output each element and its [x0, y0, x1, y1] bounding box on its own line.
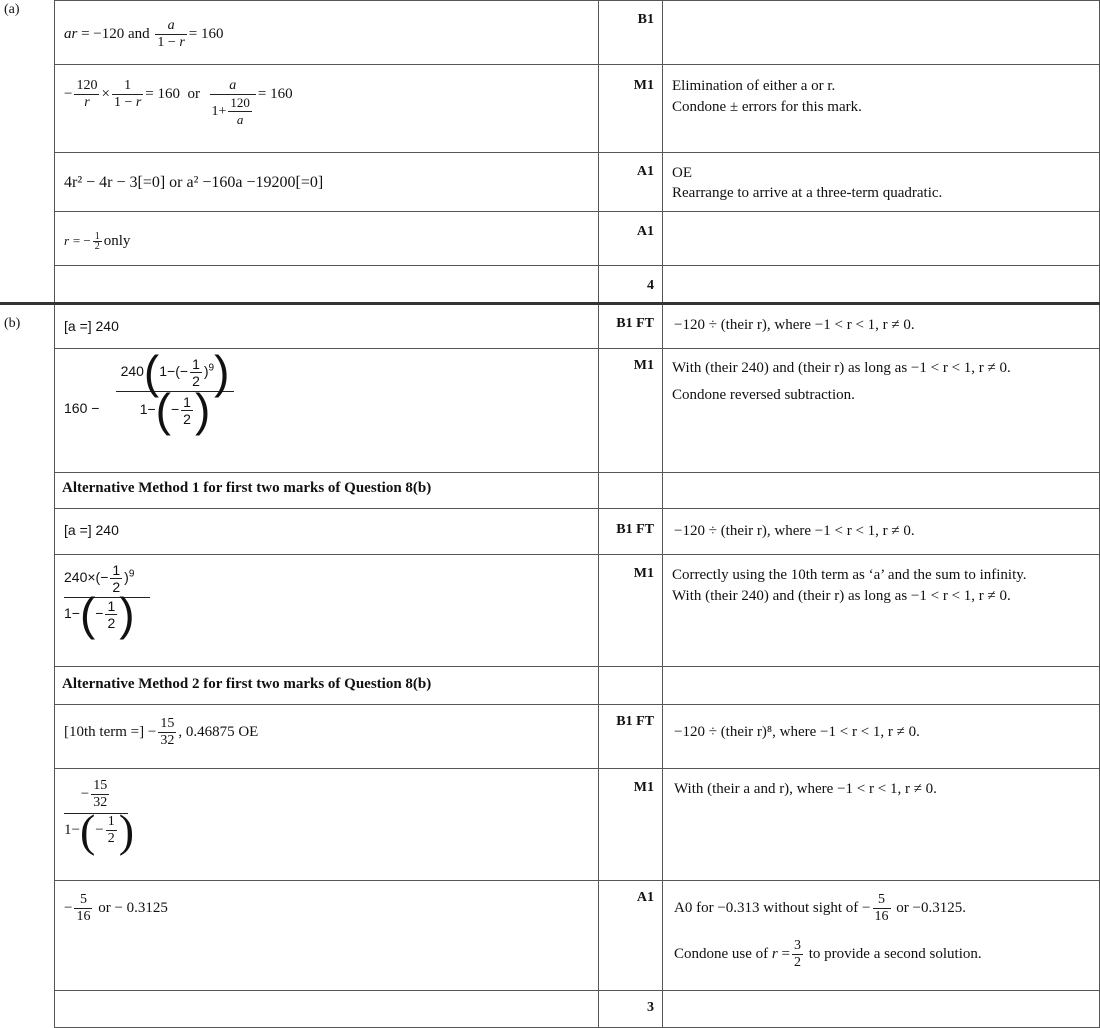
tenth-term-suffix: , 0.46875 OE — [178, 723, 259, 740]
fraction: $\frac{5}{16}$ — [76, 892, 91, 924]
fraction: $\frac{15}{32}$ — [160, 716, 175, 748]
mark-b3: B1 FT — [616, 522, 654, 537]
fraction: $\frac{1}{2}$ — [94, 231, 100, 253]
comment-b7-text-a: A0 for −0.313 without sight of — [674, 899, 859, 916]
mark-a1: B1 — [637, 12, 654, 27]
row-line — [54, 211, 1100, 212]
col-divider-comment — [662, 0, 663, 1028]
mark-b7: A1 — [636, 890, 654, 905]
equation-part: ar — [64, 25, 78, 42]
alt-method-2-heading: Alternative Method 2 for first two marks of Question 8(b) — [62, 676, 432, 692]
comment-b1: −120 ÷ (their r), where −1 < r < 1, r ≠ 0. — [674, 317, 915, 333]
comment-b7-text-c: Condone use of — [674, 945, 769, 962]
mark-b6: M1 — [633, 780, 654, 795]
mark-b4: M1 — [633, 566, 654, 581]
comment-a3-line2: Rearrange to arrive at a three-term quadratic. — [672, 185, 943, 201]
only-text: only — [103, 233, 131, 249]
comment-b7-line2: Condone use of r = $\frac{3}{2}$ to provide a second solution. — [674, 938, 982, 970]
fraction: a 1+ $\frac{120}{a}$ — [210, 78, 256, 128]
mark-a3: A1 — [636, 164, 654, 179]
working-a3: 4r² − 4r − 3[=0] or a² −160a −19200[=0] — [64, 174, 324, 191]
comment-b7-text-b: or −0.3125. — [896, 899, 966, 916]
row-line — [54, 265, 1100, 266]
col-divider-mark — [598, 0, 599, 1028]
col-divider-left — [54, 0, 55, 1028]
working-b7: − $\frac{5}{16}$ or − 0.3125 — [64, 892, 168, 924]
row-line — [54, 508, 1100, 509]
working-b4: 240×(− $\frac{1}{2}$ )$^9$ 1−(− $\frac{1}{2}$ ) — [64, 562, 150, 631]
row-line — [54, 0, 1100, 1]
comment-b5: −120 ÷ (their r)⁸, where −1 < r < 1, r ≠ 0. — [674, 724, 920, 740]
row-line — [54, 64, 1100, 65]
row-line — [54, 152, 1100, 153]
section-divider — [0, 302, 1100, 305]
total-a: 4 — [647, 278, 654, 293]
mark-a2: M1 — [633, 78, 654, 93]
fraction: $\frac{5}{16}$ — [874, 892, 889, 924]
comment-a3-line1: OE — [672, 165, 692, 181]
working-b1: [a =] 240 — [64, 318, 119, 334]
working-b6: − $\frac{15}{32}$ 1−(− $\frac{1}{2}$ ) — [64, 778, 135, 856]
row-line — [54, 880, 1100, 881]
mark-b5: B1 FT — [616, 714, 654, 729]
working-b3: [a =] 240 — [64, 522, 119, 538]
row-line — [54, 768, 1100, 769]
mark-b1: B1 FT — [616, 316, 654, 331]
comment-b2-line1: With (their 240) and (their r) as long as −1 < r < 1, r ≠ 0. — [672, 360, 1011, 376]
comment-b2-line2: Condone reversed subtraction. — [672, 387, 855, 403]
comment-a2-line1: Elimination of either a or r. — [672, 78, 836, 94]
tenth-term-prefix: [10th term =] — [64, 723, 145, 740]
part-label-a: (a) — [4, 2, 20, 17]
working-a4: r = − $\frac{1}{2}$ only — [64, 231, 131, 253]
row-line — [54, 990, 1100, 991]
working-a2: − $\frac{120}{r}$ × $\frac{1}{1 - r}$ = 160 or a 1+ $\frac{120}{a}$ = 160 — [64, 78, 293, 127]
row-line — [54, 554, 1100, 555]
sum-prefix: 160 − — [64, 400, 100, 416]
row-line — [54, 666, 1100, 667]
total-b: 3 — [647, 1000, 654, 1015]
comment-b6: With (their a and r), where −1 < r < 1, r ≠ 0. — [674, 781, 937, 797]
working-a1: ar = −120 and $\frac{a}{1 - r}$ = 160 — [64, 18, 224, 50]
fraction: $\frac{120}{r}$ — [76, 78, 98, 110]
sum-fraction: 240(1−(− $\frac{1}{2}$ )$^9$) 1−(− $\frac{1}{2}$ ) — [116, 356, 234, 427]
row-line — [54, 348, 1100, 349]
comment-b4-line1: Correctly using the 10th term as ‘a’ and the sum to infinity. — [672, 567, 1027, 583]
fraction: $\frac{1}{1 - r}$ — [113, 78, 142, 110]
final-answer-text: or − 0.3125 — [98, 899, 168, 916]
comment-a2-line2: Condone ± errors for this mark. — [672, 99, 862, 115]
fraction: $\frac{a}{1 - r}$ — [157, 18, 185, 50]
mark-a4: A1 — [636, 224, 654, 239]
row-line — [54, 472, 1100, 473]
comment-b7-line1: A0 for −0.313 without sight of − $\frac{5}{16}$ or −0.3125. — [674, 892, 966, 924]
part-label-b: (b) — [4, 316, 21, 331]
row-line — [54, 704, 1100, 705]
comment-b4-line2: With (their 240) and (their r) as long as −1 < r < 1, r ≠ 0. — [672, 588, 1011, 604]
mark-b2: M1 — [633, 358, 654, 373]
fraction: $\frac{3}{2}$ — [793, 938, 801, 970]
working-b5: [10th term =] − $\frac{15}{32}$ , 0.46875 OE — [64, 716, 259, 748]
alt-method-1-heading: Alternative Method 1 for first two marks of Question 8(b) — [62, 480, 432, 496]
comment-b3: −120 ÷ (their r), where −1 < r < 1, r ≠ 0. — [674, 523, 915, 539]
comment-b7-text-d: to provide a second solution. — [808, 945, 982, 962]
